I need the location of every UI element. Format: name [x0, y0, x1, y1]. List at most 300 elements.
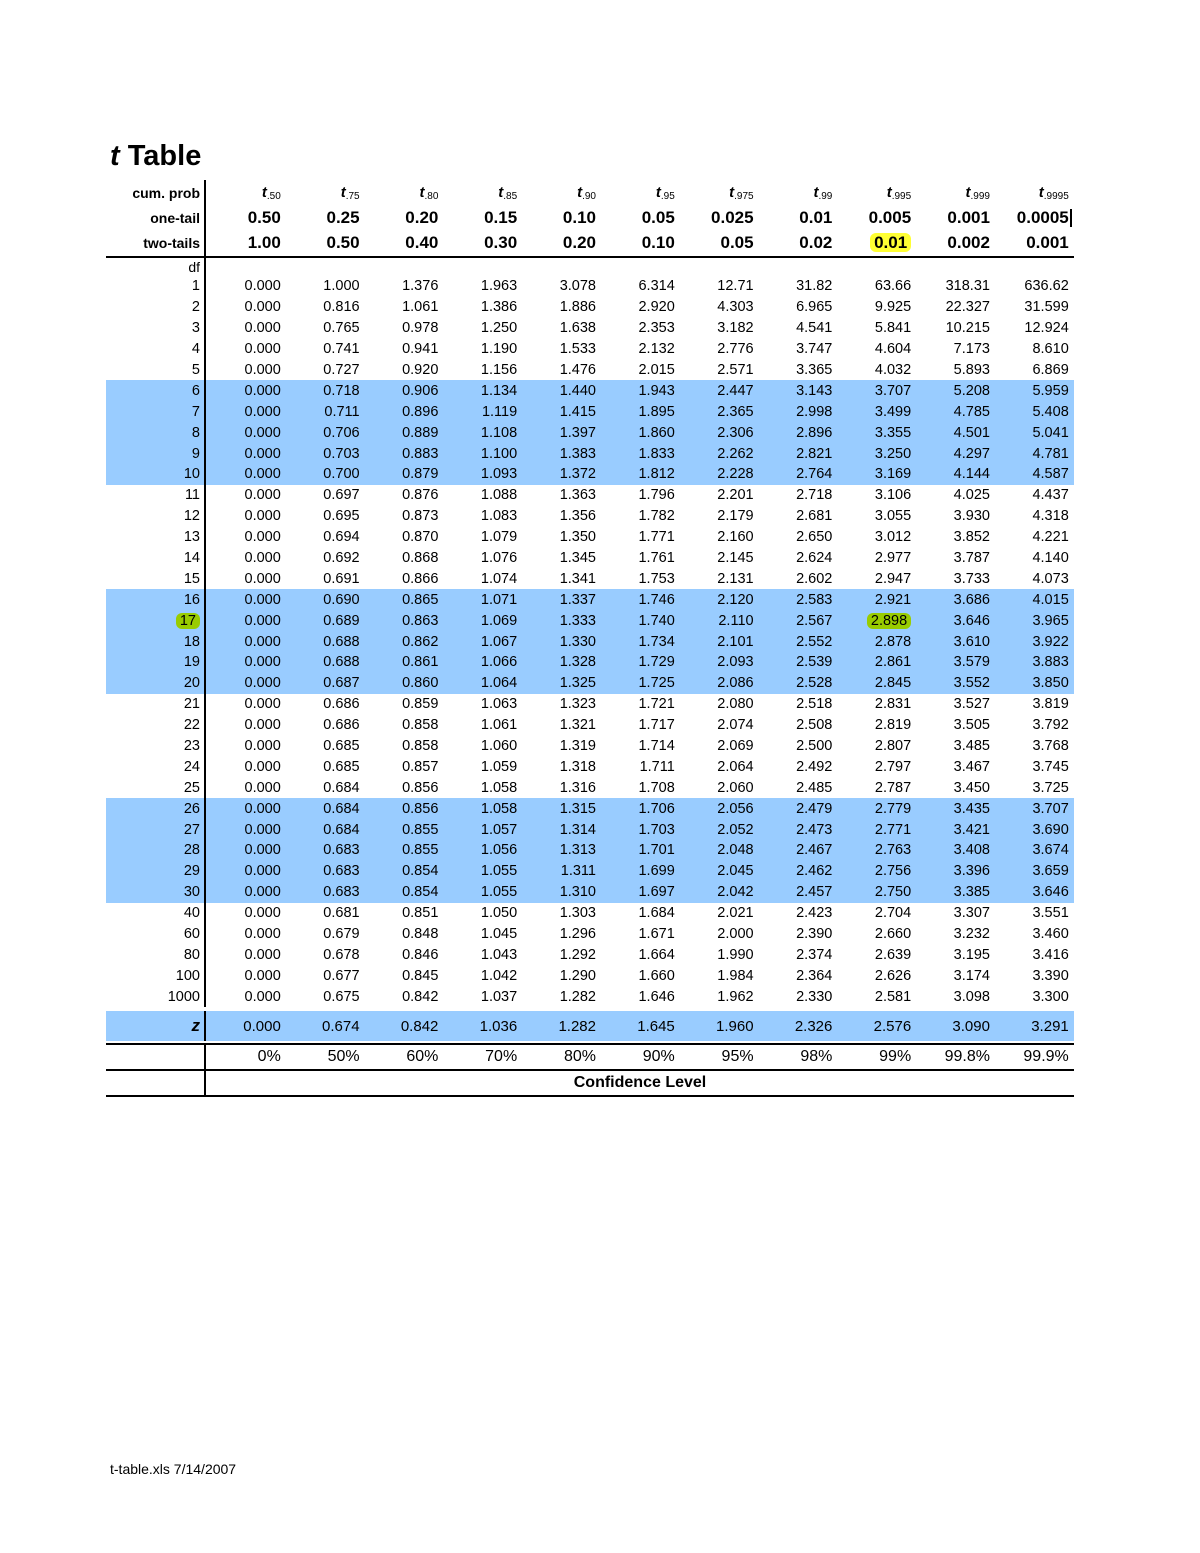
- z-value: 2.326: [794, 1017, 833, 1035]
- z-value: 1.036: [479, 1017, 518, 1035]
- cell-value: 1.045: [480, 926, 518, 943]
- table-cell: [915, 947, 994, 963]
- header-row-cum-prob: [106, 180, 1074, 205]
- cell-value: 2.131: [717, 570, 754, 587]
- df-cell: [106, 443, 206, 464]
- table-row: [106, 422, 1074, 443]
- table-cell: [836, 654, 915, 670]
- table-cell: [206, 487, 285, 503]
- cum-prob-subscript: .995: [891, 190, 912, 202]
- table-row: [106, 464, 1074, 485]
- table-cell: [442, 341, 521, 357]
- z-value: 1.282: [558, 1017, 596, 1035]
- table-cell: [285, 487, 364, 503]
- cell-value: 2.624: [796, 550, 833, 567]
- z-value: 0.674: [322, 1017, 360, 1035]
- df-value: 22: [183, 717, 200, 734]
- cell-value: 3.416: [1032, 946, 1069, 963]
- table-cell: [442, 717, 521, 733]
- z-cell: [679, 1018, 758, 1035]
- cell-value: 0.000: [244, 863, 281, 880]
- cell-value: 4.541: [796, 320, 833, 337]
- two-tails-value: 0.02: [799, 233, 833, 252]
- table-row: [106, 840, 1074, 861]
- cell-value: 1.734: [638, 633, 675, 650]
- table-cell: [364, 278, 443, 294]
- table-cell: [206, 884, 285, 900]
- cell-value: 2.763: [874, 842, 912, 859]
- table-cell: [679, 446, 758, 462]
- table-cell: [836, 529, 915, 545]
- table-row: [106, 568, 1074, 589]
- cell-value: 3.965: [1032, 612, 1069, 629]
- cell-value: 1.282: [559, 988, 596, 1005]
- table-cell: [442, 529, 521, 545]
- table-cell: [364, 508, 443, 524]
- cell-value: 1.318: [559, 758, 596, 775]
- table-cell: [758, 863, 837, 879]
- cell-value: 3.690: [1032, 821, 1069, 838]
- table-cell: [285, 801, 364, 817]
- table-cell: [836, 717, 915, 733]
- table-cell: [679, 508, 758, 524]
- table-cell: [521, 425, 600, 441]
- table-cell: [758, 383, 837, 399]
- cell-value: 0.690: [323, 591, 360, 608]
- cell-value: 1.042: [480, 967, 518, 984]
- cell-value: 0.000: [244, 508, 281, 525]
- df-value: 25: [183, 779, 200, 796]
- table-row: [106, 380, 1074, 401]
- table-cell: [679, 550, 758, 566]
- cell-value: 3.768: [1032, 738, 1069, 755]
- table-cell: [600, 926, 679, 942]
- cell-value: 2.330: [796, 988, 833, 1005]
- table-cell: [442, 905, 521, 921]
- cell-value: 1.134: [480, 382, 518, 399]
- table-cell: [364, 571, 443, 587]
- table-cell: [364, 466, 443, 482]
- cell-value: 0.706: [323, 424, 360, 441]
- cell-value: 0.000: [244, 612, 281, 629]
- df-value: 24: [183, 758, 200, 775]
- cell-value: 1.250: [480, 320, 518, 337]
- table-cell: [915, 425, 994, 441]
- table-cell: [679, 675, 758, 691]
- table-cell: [836, 989, 915, 1005]
- table-cell: [915, 759, 994, 775]
- table-cell: [285, 508, 364, 524]
- table-cell: [600, 989, 679, 1005]
- table-cell: [521, 801, 600, 817]
- two-tails-cell: [758, 233, 837, 253]
- table-cell: [206, 383, 285, 399]
- cell-value: 1.372: [559, 466, 596, 483]
- label-cum-prob: cum. prob: [106, 180, 206, 205]
- table-cell: [679, 320, 758, 336]
- label-z: z: [106, 1011, 206, 1041]
- table-cell: [521, 466, 600, 482]
- cell-value: 0.679: [323, 926, 360, 943]
- table-cell: [442, 446, 521, 462]
- table-cell: [442, 508, 521, 524]
- table-cell: [285, 738, 364, 754]
- cell-value: 3.850: [1032, 675, 1069, 692]
- table-row: [106, 443, 1074, 464]
- cum-prob-subscript: .95: [660, 190, 675, 202]
- table-cell: [206, 299, 285, 315]
- table-cell: [364, 320, 443, 336]
- cell-value: 9.925: [874, 299, 912, 316]
- table-cell: [600, 968, 679, 984]
- cell-value: 31.82: [796, 278, 833, 295]
- cum-prob-cell: [364, 184, 443, 202]
- table-cell: [915, 905, 994, 921]
- cell-value: 2.160: [717, 529, 754, 546]
- table-cell: [836, 446, 915, 462]
- cell-value: 0.000: [244, 905, 281, 922]
- table-cell: [915, 383, 994, 399]
- cell-value: 0.689: [323, 612, 360, 629]
- cell-value: 0.883: [402, 445, 439, 462]
- table-cell: [600, 362, 679, 378]
- df-cell: [106, 318, 206, 339]
- table-cell: [206, 947, 285, 963]
- cell-value: 3.182: [717, 320, 754, 337]
- z-value: 1.960: [716, 1017, 754, 1035]
- cell-value: 3.552: [953, 675, 990, 692]
- df-cell: [106, 652, 206, 673]
- table-cell: [836, 968, 915, 984]
- table-cell: [915, 675, 994, 691]
- df-cell: [106, 819, 206, 840]
- cell-value: 6.869: [1032, 362, 1069, 378]
- z-cell: [758, 1018, 837, 1035]
- cell-value: 2.069: [717, 738, 754, 755]
- table-cell: [364, 446, 443, 462]
- cell-value: 2.086: [717, 675, 754, 692]
- cell-value: 1.037: [480, 988, 518, 1005]
- cell-value: 0.920: [402, 362, 439, 378]
- cell-value: 2.756: [874, 863, 912, 880]
- cell-value: 2.764: [796, 466, 833, 483]
- table-cell: [679, 947, 758, 963]
- cell-value: 0.684: [323, 779, 360, 796]
- cum-prob-cell: [206, 184, 285, 202]
- df-cell: [106, 673, 206, 694]
- cell-value: 1.292: [559, 946, 596, 963]
- cell-value: 22.327: [945, 299, 990, 316]
- cell-value: 2.021: [717, 905, 754, 922]
- cell-value: 4.015: [1032, 591, 1069, 608]
- table-cell: [758, 822, 837, 838]
- one-tail-cell: [758, 208, 837, 228]
- table-cell: [994, 759, 1073, 775]
- table-cell: [364, 717, 443, 733]
- cell-value: 1.703: [638, 821, 675, 838]
- cell-value: 3.485: [953, 738, 990, 755]
- page-title: [110, 140, 201, 173]
- two-tails-value: 0.30: [484, 233, 518, 252]
- cell-value: 0.000: [244, 967, 281, 984]
- table-row: [106, 798, 1074, 819]
- df-value: 27: [183, 821, 200, 838]
- cell-value: 1.740: [638, 612, 675, 629]
- cell-value: 1.313: [559, 842, 596, 859]
- table-cell: [206, 738, 285, 754]
- table-cell: [758, 571, 837, 587]
- df-cell: [106, 401, 206, 422]
- table-cell: [758, 613, 837, 629]
- cell-value: 0.845: [402, 967, 439, 984]
- cell-value: 0.691: [323, 570, 360, 587]
- cell-value: 3.460: [1032, 926, 1069, 943]
- cell-value: 2.567: [796, 612, 833, 629]
- df-value: 29: [183, 863, 200, 880]
- cell-value: 1.059: [480, 758, 518, 775]
- table-cell: [994, 842, 1073, 858]
- table-cell: [915, 696, 994, 712]
- table-cell: [206, 842, 285, 858]
- cell-value: 2.581: [874, 988, 912, 1005]
- table-cell: [600, 863, 679, 879]
- table-cell: [758, 550, 837, 566]
- cell-value: 3.450: [953, 779, 990, 796]
- cell-value: 1.067: [480, 633, 518, 650]
- table-cell: [206, 508, 285, 524]
- cell-value: 1.660: [638, 967, 675, 984]
- cell-value: 0.000: [244, 738, 281, 755]
- cell-value: 2.508: [796, 717, 833, 734]
- table-cell: [915, 446, 994, 462]
- cell-value: 2.201: [717, 487, 754, 504]
- table-cell: [915, 404, 994, 420]
- cell-value: 0.000: [244, 382, 281, 399]
- table-cell: [836, 404, 915, 420]
- cum-prob-subscript: .975: [734, 190, 754, 202]
- cell-value: 4.303: [717, 299, 754, 316]
- table-cell: [679, 571, 758, 587]
- table-cell: [994, 634, 1073, 650]
- cell-value: 3.012: [874, 529, 912, 546]
- table-cell: [836, 759, 915, 775]
- table-cell: [521, 780, 600, 796]
- df-cell: [106, 339, 206, 360]
- df-cell: [106, 840, 206, 861]
- table-cell: [679, 299, 758, 315]
- table-row: [106, 861, 1074, 882]
- table-cell: [600, 299, 679, 315]
- cell-value: 2.819: [874, 717, 912, 734]
- table-cell: [521, 654, 600, 670]
- cell-value: 3.646: [953, 612, 990, 629]
- cell-value: 1.782: [638, 508, 675, 525]
- table-cell: [915, 320, 994, 336]
- df-cell: [106, 945, 206, 966]
- table-cell: [915, 717, 994, 733]
- cell-value-highlighted: 2.898: [867, 613, 911, 629]
- table-cell: [994, 717, 1073, 733]
- cell-value: 3.505: [953, 717, 990, 734]
- table-cell: [364, 613, 443, 629]
- cell-value: 1.063: [480, 696, 518, 713]
- confidence-value: 98%: [800, 1048, 833, 1066]
- table-cell: [206, 320, 285, 336]
- footer: t-table.xls 7/14/2007: [110, 1461, 237, 1477]
- z-cell: [364, 1018, 443, 1035]
- cell-value: 0.846: [402, 946, 439, 963]
- cell-value: 3.747: [796, 341, 833, 358]
- cell-value: 3.232: [953, 926, 990, 943]
- df-cell: [106, 506, 206, 527]
- table-cell: [206, 801, 285, 817]
- table-cell: [600, 383, 679, 399]
- cell-value: 1.337: [559, 591, 596, 608]
- table-cell: [521, 320, 600, 336]
- cell-value: 0.000: [244, 946, 281, 963]
- cum-prob-subscript: .9995: [1043, 190, 1069, 202]
- two-tails-value-highlighted: 0.01: [870, 233, 911, 252]
- df-cell: [106, 380, 206, 401]
- cell-value: 0.859: [402, 696, 439, 713]
- cell-value: 1.060: [480, 738, 518, 755]
- cell-value: 0.000: [244, 800, 281, 817]
- cell-value: 3.195: [953, 946, 990, 963]
- cell-value: 0.000: [244, 570, 281, 587]
- df-cell: [106, 422, 206, 443]
- cell-value: 12.71: [717, 278, 754, 295]
- cell-value: 0.860: [402, 675, 439, 692]
- one-tail-cell: [679, 208, 758, 228]
- df-value: 60: [183, 926, 200, 943]
- cell-value: 2.771: [874, 821, 912, 838]
- cell-value: 2.485: [796, 779, 833, 796]
- table-cell: [285, 299, 364, 315]
- z-cell: [600, 1018, 679, 1035]
- cell-value: 0.000: [244, 821, 281, 838]
- table-cell: [206, 425, 285, 441]
- cell-value: 2.228: [717, 466, 754, 483]
- table-cell: [442, 320, 521, 336]
- table-cell: [521, 842, 600, 858]
- label-one-tail: one-tail: [106, 205, 206, 230]
- table-cell: [521, 947, 600, 963]
- table-cell: [679, 278, 758, 294]
- table-cell: [364, 905, 443, 921]
- table-cell: [521, 508, 600, 524]
- table-row: [106, 819, 1074, 840]
- cell-value: 0.854: [402, 884, 439, 901]
- cell-value: 3.355: [874, 424, 912, 441]
- confidence-label-row: [106, 1071, 1074, 1097]
- table-cell: [758, 634, 837, 650]
- table-cell: [285, 425, 364, 441]
- cell-value: 1.328: [559, 654, 596, 671]
- table-row: [106, 360, 1074, 381]
- df-value: 26: [183, 800, 200, 817]
- cell-value: 1.083: [480, 508, 518, 525]
- two-tails-cell: [994, 233, 1073, 253]
- cell-value: 4.437: [1032, 487, 1069, 504]
- one-tail-cell: [364, 208, 443, 228]
- cell-value: 12.924: [1024, 320, 1069, 337]
- cell-value: 2.479: [796, 800, 833, 817]
- header-row-two-tails: [106, 230, 1074, 258]
- table-cell: [206, 446, 285, 462]
- table-cell: [442, 780, 521, 796]
- two-tails-cell: [600, 233, 679, 253]
- table-cell: [758, 592, 837, 608]
- table-row: [106, 986, 1074, 1007]
- table-cell: [994, 654, 1073, 670]
- df-cell: [106, 694, 206, 715]
- cell-value: 0.000: [244, 341, 281, 358]
- table-row: [106, 527, 1074, 548]
- one-tail-value: 0.005: [868, 207, 912, 227]
- table-row: [106, 736, 1074, 757]
- cell-value: 0.000: [244, 403, 281, 420]
- cell-value: 0.856: [402, 800, 439, 817]
- table-cell: [442, 571, 521, 587]
- cell-value: 0.694: [323, 529, 360, 546]
- table-cell: [836, 675, 915, 691]
- cell-value: 5.959: [1032, 382, 1069, 399]
- cell-value: 3.659: [1032, 863, 1069, 880]
- table-cell: [521, 446, 600, 462]
- cell-value: 1.356: [559, 508, 596, 525]
- table-cell: [364, 487, 443, 503]
- cell-value: 1.397: [559, 424, 596, 441]
- one-tail-cell: [521, 208, 600, 228]
- cum-prob-symbol: $t_{.75}$: [340, 183, 360, 202]
- cum-prob-symbol: $t_{.975}$: [729, 183, 754, 202]
- cell-value: 0.718: [323, 382, 360, 399]
- cell-value: 1.056: [480, 842, 518, 859]
- cell-value: 1.699: [638, 863, 675, 880]
- cell-value: 0.692: [323, 550, 360, 567]
- table-cell: [679, 717, 758, 733]
- table-cell: [758, 299, 837, 315]
- two-tails-value: 0.50: [326, 233, 360, 252]
- table-cell: [836, 884, 915, 900]
- table-cell: [285, 341, 364, 357]
- table-cell: [915, 299, 994, 315]
- z-value: 1.645: [637, 1017, 675, 1035]
- cell-value: 1.311: [560, 863, 596, 880]
- table-cell: [521, 571, 600, 587]
- cell-value: 0.000: [244, 654, 281, 671]
- cell-value: 1.069: [480, 612, 518, 629]
- table-cell: [364, 842, 443, 858]
- df-cell: [106, 798, 206, 819]
- confidence-value: 99.8%: [944, 1048, 990, 1066]
- cell-value: 2.492: [796, 758, 833, 775]
- df-cell: [106, 861, 206, 882]
- table-cell: [600, 738, 679, 754]
- table-cell: [600, 278, 679, 294]
- df-value: 100: [175, 967, 200, 984]
- df-cell: [106, 715, 206, 736]
- cell-value: 0.000: [244, 320, 281, 337]
- cell-value: 1.833: [638, 445, 675, 462]
- cell-value: 0.678: [323, 946, 360, 963]
- cell-value: 0.865: [402, 591, 439, 608]
- confidence-value: 50%: [327, 1048, 360, 1066]
- cell-value: 2.048: [717, 842, 754, 859]
- df-cell: [106, 986, 206, 1007]
- table-cell: [285, 675, 364, 691]
- cell-value: 1.984: [717, 967, 754, 984]
